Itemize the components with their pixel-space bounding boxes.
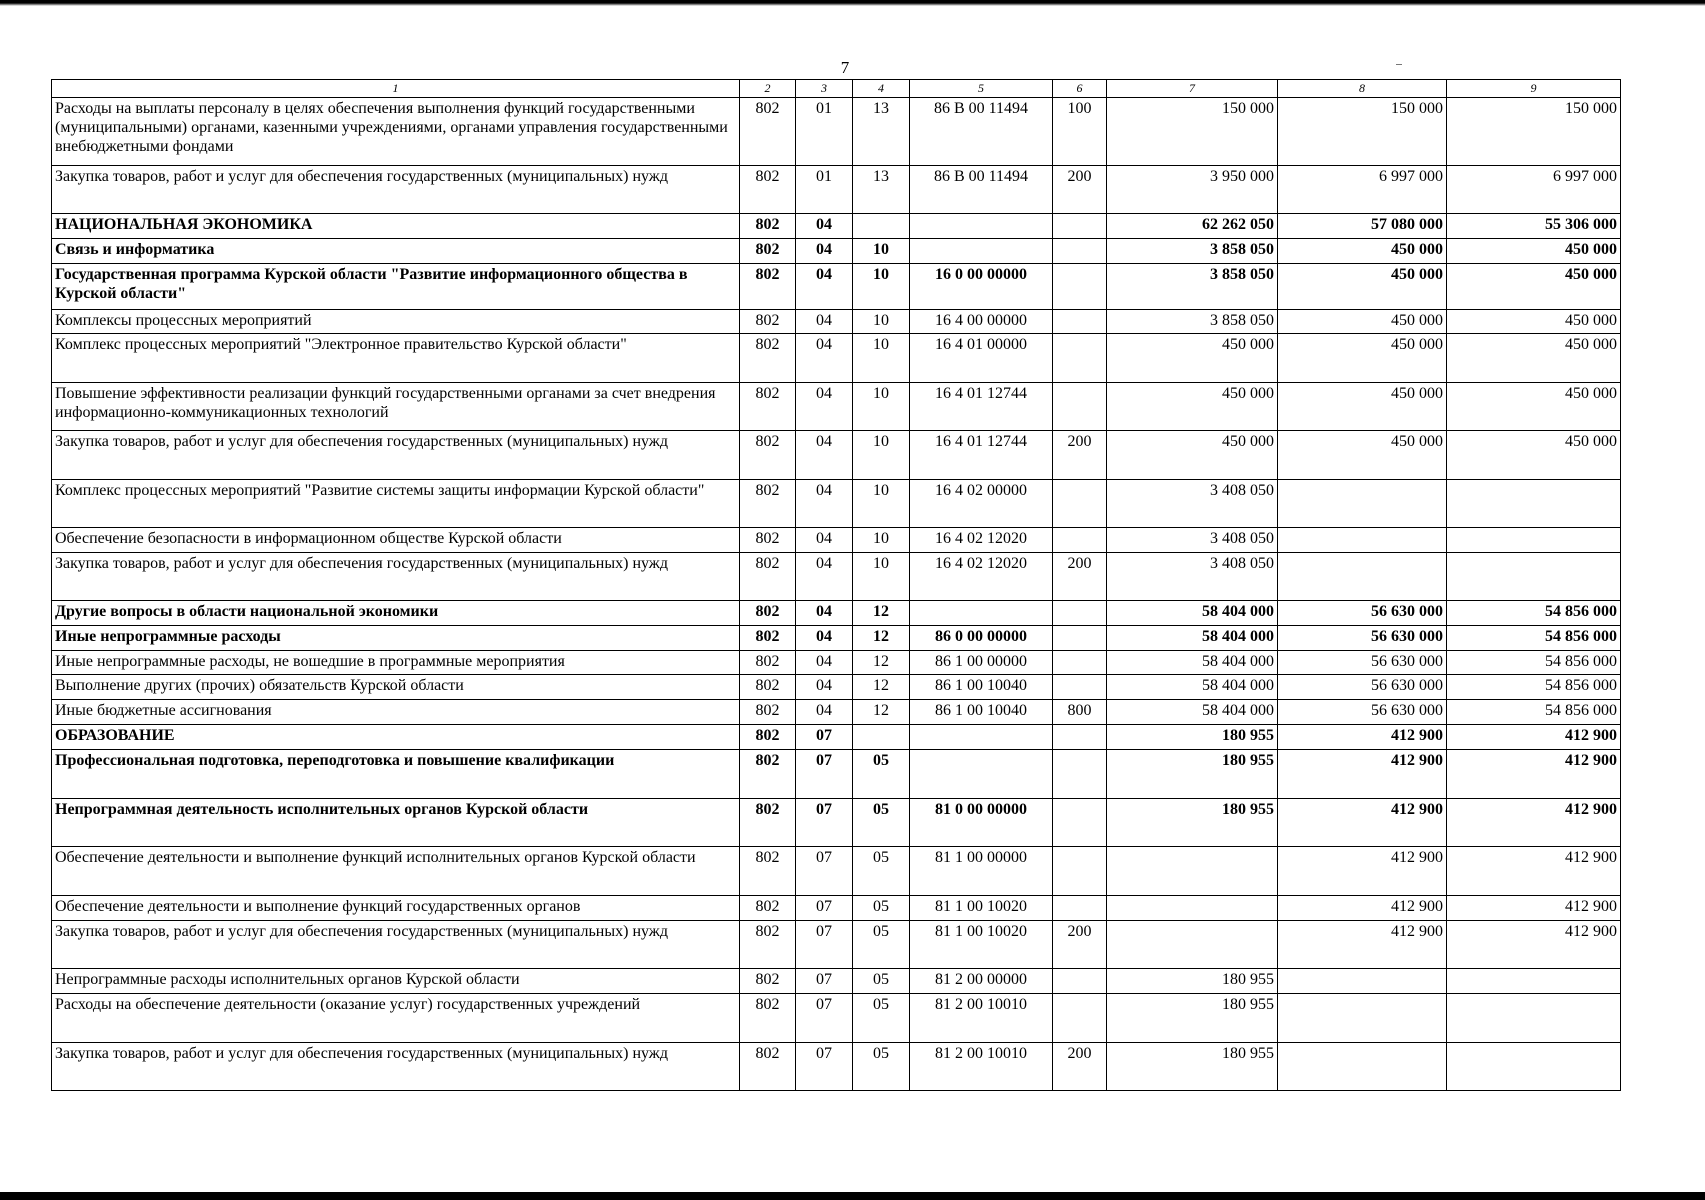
subsection-code-cell: 12 bbox=[853, 700, 910, 725]
table-row bbox=[52, 310, 1621, 334]
target-article-cell: 81 1 00 00000 bbox=[910, 847, 1053, 896]
section-code-cell: 07 bbox=[796, 799, 853, 847]
header-cell: 3 bbox=[796, 80, 853, 98]
amount-year2-cell: 56 630 000 bbox=[1278, 626, 1447, 651]
expense-type-cell bbox=[1053, 994, 1107, 1043]
row-name-cell: Связь и информатика bbox=[52, 239, 740, 264]
table-row bbox=[52, 675, 1621, 700]
amount-year2-cell: 412 900 bbox=[1278, 799, 1447, 847]
row-name-cell: Расходы на выплаты персоналу в целях обеспечения выполнения функций государственными (муниципальными) органами, казенными учреждениями, органами управления государственными внебюджетными фондами bbox=[52, 98, 740, 166]
section-code-cell: 04 bbox=[796, 675, 853, 700]
amount-year1-cell: 3 408 050 bbox=[1107, 528, 1278, 553]
amount-year2-cell: 412 900 bbox=[1278, 750, 1447, 799]
amount-year1-cell: 3 950 000 bbox=[1107, 166, 1278, 214]
target-article-cell: 81 2 00 10010 bbox=[910, 1043, 1053, 1091]
amount-year1-cell: 180 955 bbox=[1107, 725, 1278, 750]
amount-year1-cell: 58 404 000 bbox=[1107, 601, 1278, 626]
expense-type-cell bbox=[1053, 264, 1107, 310]
expense-type-cell: 200 bbox=[1053, 553, 1107, 601]
amount-year3-cell: 150 000 bbox=[1447, 98, 1621, 166]
target-article-cell: 86 В 00 11494 bbox=[910, 98, 1053, 166]
subsection-code-cell bbox=[853, 214, 910, 239]
target-article-cell: 16 4 01 12744 bbox=[910, 383, 1053, 431]
amount-year3-cell: 412 900 bbox=[1447, 725, 1621, 750]
scan-top-edge bbox=[0, 0, 1705, 6]
section-code-cell: 04 bbox=[796, 626, 853, 651]
table-row bbox=[52, 334, 1621, 383]
amount-year3-cell: 54 856 000 bbox=[1447, 626, 1621, 651]
amount-year3-cell bbox=[1447, 1043, 1621, 1091]
amount-year1-cell bbox=[1107, 896, 1278, 921]
amount-year2-cell bbox=[1278, 528, 1447, 553]
row-name-cell: Закупка товаров, работ и услуг для обеспечения государственных (муниципальных) нужд bbox=[52, 921, 740, 969]
grbs-code-cell: 802 bbox=[740, 896, 796, 921]
row-name-cell: Закупка товаров, работ и услуг для обеспечения государственных (муниципальных) нужд bbox=[52, 1043, 740, 1091]
subsection-code-cell: 05 bbox=[853, 799, 910, 847]
expense-type-cell: 200 bbox=[1053, 1043, 1107, 1091]
amount-year3-cell bbox=[1447, 553, 1621, 601]
amount-year3-cell bbox=[1447, 480, 1621, 528]
subsection-code-cell: 10 bbox=[853, 480, 910, 528]
amount-year2-cell: 450 000 bbox=[1278, 431, 1447, 480]
grbs-code-cell: 802 bbox=[740, 847, 796, 896]
row-name-cell: Непрограммная деятельность исполнительных органов Курской области bbox=[52, 799, 740, 847]
amount-year2-cell: 450 000 bbox=[1278, 383, 1447, 431]
subsection-code-cell: 10 bbox=[853, 264, 910, 310]
target-article-cell: 16 4 01 12744 bbox=[910, 431, 1053, 480]
subsection-code-cell: 13 bbox=[853, 166, 910, 214]
amount-year3-cell: 6 997 000 bbox=[1447, 166, 1621, 214]
section-code-cell: 04 bbox=[796, 431, 853, 480]
target-article-cell: 86 В 00 11494 bbox=[910, 166, 1053, 214]
scan-bottom-edge bbox=[0, 1192, 1705, 1200]
grbs-code-cell: 802 bbox=[740, 98, 796, 166]
subsection-code-cell: 12 bbox=[853, 626, 910, 651]
section-code-cell: 04 bbox=[796, 528, 853, 553]
target-article-cell: 81 1 00 10020 bbox=[910, 921, 1053, 969]
target-article-cell bbox=[910, 601, 1053, 626]
grbs-code-cell: 802 bbox=[740, 553, 796, 601]
grbs-code-cell: 802 bbox=[740, 994, 796, 1043]
amount-year1-cell: 180 955 bbox=[1107, 1043, 1278, 1091]
table-row bbox=[52, 799, 1621, 847]
scan-speck bbox=[1396, 64, 1402, 65]
amount-year3-cell: 412 900 bbox=[1447, 847, 1621, 896]
target-article-cell: 81 1 00 10020 bbox=[910, 896, 1053, 921]
amount-year3-cell: 54 856 000 bbox=[1447, 700, 1621, 725]
amount-year3-cell bbox=[1447, 969, 1621, 994]
amount-year2-cell: 412 900 bbox=[1278, 896, 1447, 921]
amount-year2-cell: 412 900 bbox=[1278, 725, 1447, 750]
expense-type-cell bbox=[1053, 969, 1107, 994]
section-code-cell: 04 bbox=[796, 700, 853, 725]
target-article-cell: 86 1 00 00000 bbox=[910, 651, 1053, 675]
amount-year3-cell: 450 000 bbox=[1447, 239, 1621, 264]
grbs-code-cell: 802 bbox=[740, 431, 796, 480]
section-code-cell: 04 bbox=[796, 264, 853, 310]
grbs-code-cell: 802 bbox=[740, 626, 796, 651]
header-cell: 4 bbox=[853, 80, 910, 98]
amount-year3-cell: 412 900 bbox=[1447, 896, 1621, 921]
row-name-cell: Иные непрограммные расходы bbox=[52, 626, 740, 651]
expense-type-cell bbox=[1053, 725, 1107, 750]
amount-year2-cell: 450 000 bbox=[1278, 239, 1447, 264]
amount-year1-cell: 150 000 bbox=[1107, 98, 1278, 166]
row-name-cell: ОБРАЗОВАНИЕ bbox=[52, 725, 740, 750]
section-code-cell: 04 bbox=[796, 239, 853, 264]
amount-year1-cell: 3 858 050 bbox=[1107, 310, 1278, 334]
expense-type-cell bbox=[1053, 528, 1107, 553]
expense-type-cell: 100 bbox=[1053, 98, 1107, 166]
amount-year1-cell: 3 858 050 bbox=[1107, 239, 1278, 264]
amount-year1-cell: 450 000 bbox=[1107, 383, 1278, 431]
amount-year3-cell: 450 000 bbox=[1447, 310, 1621, 334]
target-article-cell: 86 1 00 10040 bbox=[910, 675, 1053, 700]
grbs-code-cell: 802 bbox=[740, 1043, 796, 1091]
amount-year1-cell: 180 955 bbox=[1107, 799, 1278, 847]
amount-year2-cell: 450 000 bbox=[1278, 310, 1447, 334]
grbs-code-cell: 802 bbox=[740, 725, 796, 750]
row-name-cell: Закупка товаров, работ и услуг для обеспечения государственных (муниципальных) нужд bbox=[52, 553, 740, 601]
row-name-cell: Комплекс процессных мероприятий "Электронное правительство Курской области" bbox=[52, 334, 740, 383]
section-code-cell: 07 bbox=[796, 896, 853, 921]
amount-year1-cell: 180 955 bbox=[1107, 750, 1278, 799]
expense-type-cell: 200 bbox=[1053, 431, 1107, 480]
target-article-cell bbox=[910, 725, 1053, 750]
amount-year2-cell bbox=[1278, 480, 1447, 528]
expense-type-cell bbox=[1053, 383, 1107, 431]
section-code-cell: 01 bbox=[796, 98, 853, 166]
section-code-cell: 07 bbox=[796, 847, 853, 896]
target-article-cell: 16 4 01 00000 bbox=[910, 334, 1053, 383]
grbs-code-cell: 802 bbox=[740, 528, 796, 553]
subsection-code-cell: 10 bbox=[853, 431, 910, 480]
table-row bbox=[52, 651, 1621, 675]
subsection-code-cell: 10 bbox=[853, 528, 910, 553]
row-name-cell: Выполнение других (прочих) обязательств Курской области bbox=[52, 675, 740, 700]
subsection-code-cell: 05 bbox=[853, 896, 910, 921]
section-code-cell: 04 bbox=[796, 383, 853, 431]
header-cell: 7 bbox=[1107, 80, 1278, 98]
expense-type-cell bbox=[1053, 214, 1107, 239]
expense-type-cell bbox=[1053, 310, 1107, 334]
expense-type-cell bbox=[1053, 480, 1107, 528]
subsection-code-cell: 05 bbox=[853, 1043, 910, 1091]
grbs-code-cell: 802 bbox=[740, 921, 796, 969]
expense-type-cell bbox=[1053, 799, 1107, 847]
row-name-cell: НАЦИОНАЛЬНАЯ ЭКОНОМИКА bbox=[52, 214, 740, 239]
section-code-cell: 04 bbox=[796, 334, 853, 383]
header-cell: 8 bbox=[1278, 80, 1447, 98]
header-cell: 5 bbox=[910, 80, 1053, 98]
target-article-cell: 16 4 00 00000 bbox=[910, 310, 1053, 334]
target-article-cell: 81 0 00 00000 bbox=[910, 799, 1053, 847]
row-name-cell: Иные бюджетные ассигнования bbox=[52, 700, 740, 725]
expense-type-cell bbox=[1053, 847, 1107, 896]
amount-year3-cell: 412 900 bbox=[1447, 750, 1621, 799]
section-code-cell: 04 bbox=[796, 601, 853, 626]
row-name-cell: Закупка товаров, работ и услуг для обеспечения государственных (муниципальных) нужд bbox=[52, 166, 740, 214]
grbs-code-cell: 802 bbox=[740, 601, 796, 626]
page-number: 7 bbox=[840, 58, 850, 77]
amount-year2-cell bbox=[1278, 1043, 1447, 1091]
amount-year2-cell: 56 630 000 bbox=[1278, 601, 1447, 626]
amount-year1-cell: 3 408 050 bbox=[1107, 553, 1278, 601]
target-article-cell: 81 2 00 10010 bbox=[910, 994, 1053, 1043]
table-row bbox=[52, 553, 1621, 601]
table-row bbox=[52, 921, 1621, 969]
subsection-code-cell: 12 bbox=[853, 601, 910, 626]
subsection-code-cell: 05 bbox=[853, 921, 910, 969]
target-article-cell: 86 1 00 10040 bbox=[910, 700, 1053, 725]
target-article-cell bbox=[910, 214, 1053, 239]
amount-year2-cell bbox=[1278, 994, 1447, 1043]
row-name-cell: Профессиональная подготовка, переподготовка и повышение квалификации bbox=[52, 750, 740, 799]
amount-year3-cell: 412 900 bbox=[1447, 921, 1621, 969]
table-row bbox=[52, 431, 1621, 480]
target-article-cell: 81 2 00 00000 bbox=[910, 969, 1053, 994]
row-name-cell: Непрограммные расходы исполнительных органов Курской области bbox=[52, 969, 740, 994]
expense-type-cell: 800 bbox=[1053, 700, 1107, 725]
section-code-cell: 07 bbox=[796, 969, 853, 994]
section-code-cell: 04 bbox=[796, 214, 853, 239]
amount-year2-cell: 450 000 bbox=[1278, 264, 1447, 310]
amount-year2-cell: 6 997 000 bbox=[1278, 166, 1447, 214]
amount-year3-cell: 450 000 bbox=[1447, 383, 1621, 431]
section-code-cell: 07 bbox=[796, 750, 853, 799]
row-name-cell: Комплексы процессных мероприятий bbox=[52, 310, 740, 334]
expense-type-cell bbox=[1053, 334, 1107, 383]
amount-year3-cell: 450 000 bbox=[1447, 334, 1621, 383]
subsection-code-cell: 05 bbox=[853, 969, 910, 994]
amount-year1-cell: 58 404 000 bbox=[1107, 700, 1278, 725]
amount-year1-cell: 58 404 000 bbox=[1107, 626, 1278, 651]
amount-year2-cell: 56 630 000 bbox=[1278, 651, 1447, 675]
table-row bbox=[52, 383, 1621, 431]
header-cell: 2 bbox=[740, 80, 796, 98]
subsection-code-cell: 05 bbox=[853, 847, 910, 896]
amount-year2-cell: 450 000 bbox=[1278, 334, 1447, 383]
amount-year2-cell: 150 000 bbox=[1278, 98, 1447, 166]
subsection-code-cell: 12 bbox=[853, 651, 910, 675]
row-name-cell: Другие вопросы в области национальной экономики bbox=[52, 601, 740, 626]
table-row bbox=[52, 264, 1621, 310]
section-code-cell: 04 bbox=[796, 553, 853, 601]
table-row bbox=[52, 98, 1621, 166]
amount-year3-cell: 54 856 000 bbox=[1447, 651, 1621, 675]
expense-type-cell bbox=[1053, 239, 1107, 264]
row-name-cell: Обеспечение безопасности в информационном обществе Курской области bbox=[52, 528, 740, 553]
grbs-code-cell: 802 bbox=[740, 310, 796, 334]
section-code-cell: 07 bbox=[796, 725, 853, 750]
grbs-code-cell: 802 bbox=[740, 799, 796, 847]
amount-year2-cell: 56 630 000 bbox=[1278, 675, 1447, 700]
target-article-cell: 16 0 00 00000 bbox=[910, 264, 1053, 310]
table-row bbox=[52, 725, 1621, 750]
grbs-code-cell: 802 bbox=[740, 700, 796, 725]
row-name-cell: Обеспечение деятельности и выполнение функций государственных органов bbox=[52, 896, 740, 921]
amount-year2-cell: 57 080 000 bbox=[1278, 214, 1447, 239]
amount-year3-cell: 54 856 000 bbox=[1447, 601, 1621, 626]
table-row bbox=[52, 239, 1621, 264]
target-article-cell bbox=[910, 750, 1053, 799]
grbs-code-cell: 802 bbox=[740, 264, 796, 310]
table-row bbox=[52, 480, 1621, 528]
expense-type-cell: 200 bbox=[1053, 921, 1107, 969]
grbs-code-cell: 802 bbox=[740, 334, 796, 383]
amount-year3-cell bbox=[1447, 994, 1621, 1043]
header-cell: 6 bbox=[1053, 80, 1107, 98]
amount-year1-cell: 450 000 bbox=[1107, 431, 1278, 480]
amount-year1-cell: 62 262 050 bbox=[1107, 214, 1278, 239]
row-name-cell: Повышение эффективности реализации функций государственными органами за счет внедрения информационно-коммуникационных технологий bbox=[52, 383, 740, 431]
amount-year2-cell bbox=[1278, 553, 1447, 601]
row-name-cell: Иные непрограммные расходы, не вошедшие в программные мероприятия bbox=[52, 651, 740, 675]
row-name-cell: Комплекс процессных мероприятий "Развитие системы защиты информации Курской области" bbox=[52, 480, 740, 528]
subsection-code-cell: 10 bbox=[853, 310, 910, 334]
expense-type-cell bbox=[1053, 626, 1107, 651]
amount-year1-cell: 58 404 000 bbox=[1107, 651, 1278, 675]
target-article-cell: 16 4 02 12020 bbox=[910, 553, 1053, 601]
header-cell: 9 bbox=[1447, 80, 1621, 98]
amount-year2-cell: 412 900 bbox=[1278, 921, 1447, 969]
grbs-code-cell: 802 bbox=[740, 383, 796, 431]
amount-year1-cell: 450 000 bbox=[1107, 334, 1278, 383]
table-row bbox=[52, 1043, 1621, 1091]
section-code-cell: 07 bbox=[796, 994, 853, 1043]
amount-year1-cell: 180 955 bbox=[1107, 994, 1278, 1043]
subsection-code-cell: 13 bbox=[853, 98, 910, 166]
table-row bbox=[52, 700, 1621, 725]
table-row bbox=[52, 601, 1621, 626]
expense-type-cell: 200 bbox=[1053, 166, 1107, 214]
amount-year3-cell: 55 306 000 bbox=[1447, 214, 1621, 239]
grbs-code-cell: 802 bbox=[740, 214, 796, 239]
subsection-code-cell: 10 bbox=[853, 334, 910, 383]
amount-year1-cell: 3 408 050 bbox=[1107, 480, 1278, 528]
grbs-code-cell: 802 bbox=[740, 675, 796, 700]
section-code-cell: 04 bbox=[796, 310, 853, 334]
amount-year2-cell bbox=[1278, 969, 1447, 994]
row-name-cell: Обеспечение деятельности и выполнение функций исполнительных органов Курской области bbox=[52, 847, 740, 896]
target-article-cell: 86 0 00 00000 bbox=[910, 626, 1053, 651]
expense-type-cell bbox=[1053, 651, 1107, 675]
subsection-code-cell bbox=[853, 725, 910, 750]
expense-type-cell bbox=[1053, 896, 1107, 921]
amount-year1-cell: 180 955 bbox=[1107, 969, 1278, 994]
amount-year3-cell: 54 856 000 bbox=[1447, 675, 1621, 700]
row-name-cell: Закупка товаров, работ и услуг для обеспечения государственных (муниципальных) нужд bbox=[52, 431, 740, 480]
amount-year3-cell: 450 000 bbox=[1447, 264, 1621, 310]
section-code-cell: 07 bbox=[796, 921, 853, 969]
target-article-cell: 16 4 02 00000 bbox=[910, 480, 1053, 528]
section-code-cell: 04 bbox=[796, 651, 853, 675]
subsection-code-cell: 05 bbox=[853, 994, 910, 1043]
subsection-code-cell: 12 bbox=[853, 675, 910, 700]
amount-year2-cell: 56 630 000 bbox=[1278, 700, 1447, 725]
grbs-code-cell: 802 bbox=[740, 750, 796, 799]
subsection-code-cell: 05 bbox=[853, 750, 910, 799]
target-article-cell: 16 4 02 12020 bbox=[910, 528, 1053, 553]
amount-year3-cell: 412 900 bbox=[1447, 799, 1621, 847]
target-article-cell bbox=[910, 239, 1053, 264]
table-row bbox=[52, 896, 1621, 921]
amount-year3-cell bbox=[1447, 528, 1621, 553]
table-row bbox=[52, 166, 1621, 214]
table-row bbox=[52, 847, 1621, 896]
subsection-code-cell: 10 bbox=[853, 553, 910, 601]
grbs-code-cell: 802 bbox=[740, 651, 796, 675]
grbs-code-cell: 802 bbox=[740, 239, 796, 264]
header-cell: 1 bbox=[52, 80, 740, 98]
amount-year1-cell bbox=[1107, 921, 1278, 969]
grbs-code-cell: 802 bbox=[740, 480, 796, 528]
budget-table bbox=[51, 79, 1621, 1091]
row-name-cell: Расходы на обеспечение деятельности (оказание услуг) государственных учреждений bbox=[52, 994, 740, 1043]
subsection-code-cell: 10 bbox=[853, 383, 910, 431]
amount-year2-cell: 412 900 bbox=[1278, 847, 1447, 896]
expense-type-cell bbox=[1053, 601, 1107, 626]
table-row bbox=[52, 214, 1621, 239]
grbs-code-cell: 802 bbox=[740, 166, 796, 214]
section-code-cell: 07 bbox=[796, 1043, 853, 1091]
table-row bbox=[52, 528, 1621, 553]
expense-type-cell bbox=[1053, 750, 1107, 799]
row-name-cell: Государственная программа Курской области "Развитие информационного общества в Курской области" bbox=[52, 264, 740, 310]
amount-year1-cell bbox=[1107, 847, 1278, 896]
table-row bbox=[52, 994, 1621, 1043]
amount-year1-cell: 3 858 050 bbox=[1107, 264, 1278, 310]
amount-year3-cell: 450 000 bbox=[1447, 431, 1621, 480]
subsection-code-cell: 10 bbox=[853, 239, 910, 264]
expense-type-cell bbox=[1053, 675, 1107, 700]
amount-year1-cell: 58 404 000 bbox=[1107, 675, 1278, 700]
section-code-cell: 01 bbox=[796, 166, 853, 214]
table-row bbox=[52, 750, 1621, 799]
table-row bbox=[52, 626, 1621, 651]
section-code-cell: 04 bbox=[796, 480, 853, 528]
budget-table-body bbox=[52, 80, 1621, 1091]
column-number-header bbox=[52, 80, 1621, 98]
grbs-code-cell: 802 bbox=[740, 969, 796, 994]
table-row bbox=[52, 969, 1621, 994]
